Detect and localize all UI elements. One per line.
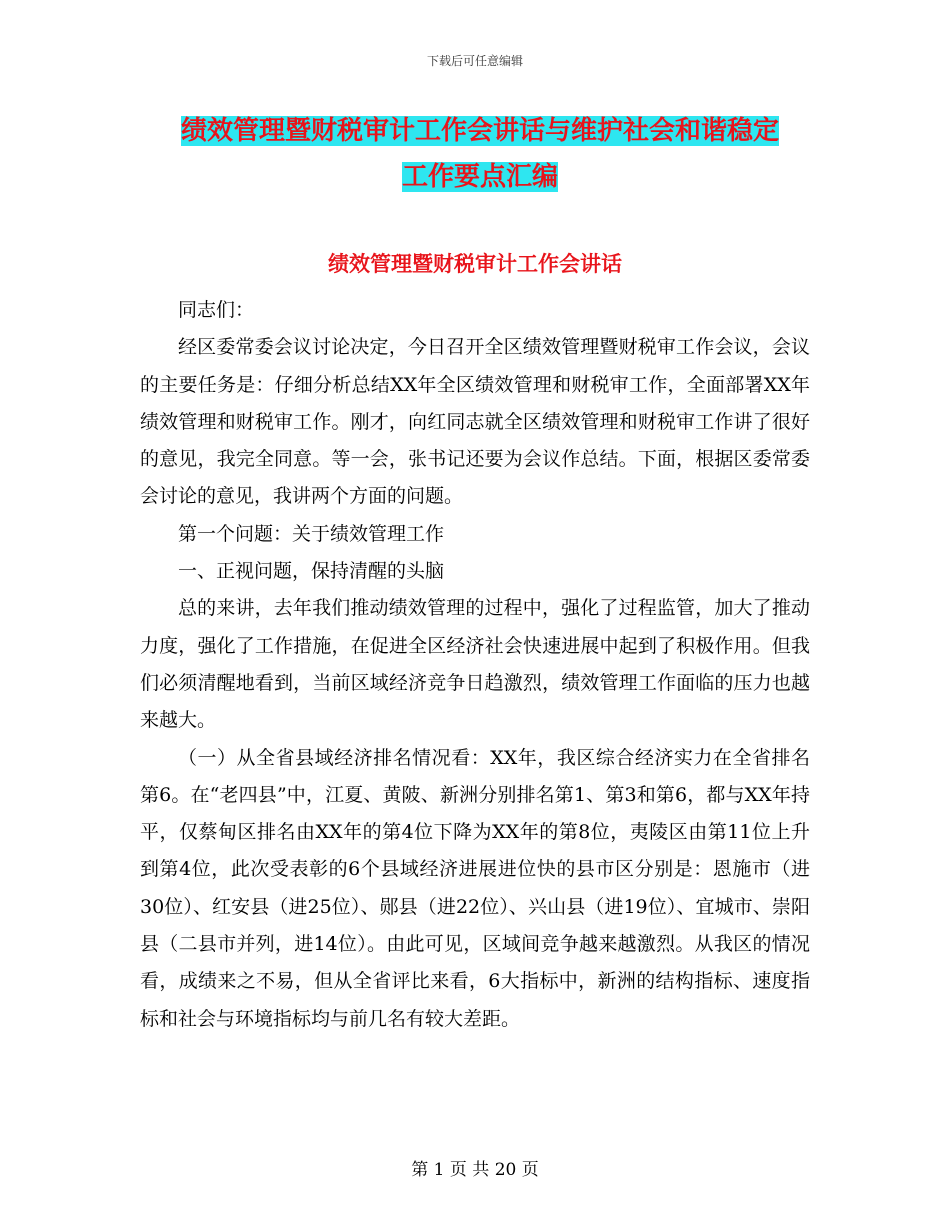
- paragraph-overview: 总的来讲，去年我们推动绩效管理的过程中，强化了过程监管，加大了推动力度，强化了工作措施，在促进全区经济社会快速进展中起到了积极作用。但我们必须清醒地看到，当前区域经济竞争日趋激烈，绩效管理工作面临的压力也越来越大。: [140, 597, 810, 732]
- document-title-line-2: 工作要点汇编: [401, 162, 558, 192]
- document-title: [150, 108, 810, 200]
- paragraph-intro: 经区委常委会议讨论决定，今日召开全区绩效管理暨财税审工作会议，会议的主要任务是：仔细分析总结XX年全区绩效管理和财税审工作，全面部署XX年绩效管理和财税审工作。刚才，向红同志就全区绩效管理和财税审工作讲了很好的意见，我完全同意。等一会，张书记还要为会议作总结。下面，根据区委常委会讨论的意见，我讲两个方面的问题。: [140, 336, 810, 508]
- document-title-line-1: 绩效管理暨财税审计工作会讲话与维护社会和谐稳定: [180, 116, 779, 146]
- section-title: 绩效管理暨财税审计工作会讲话: [328, 251, 622, 276]
- document-body: [140, 292, 810, 1038]
- paragraph-heading-first-issue: 第一个问题：关于绩效管理工作: [178, 522, 445, 545]
- page-footer-number: 第 1 页 共 20 页: [411, 1160, 539, 1180]
- page-header-note: 下载后可任意编辑: [426, 54, 523, 68]
- paragraph-heading-section-1: 一、正视问题，保持清醒的头脑: [178, 560, 445, 583]
- paragraph-salutation: 同志们：: [178, 299, 255, 321]
- paragraph-ranking: （一）从全省县域经济排名情况看：XX年，我区综合经济实力在全省排名第6。在“老四县”中，江夏、黄陂、新洲分别排名第1、第3和第6，都与XX年持平，仅蔡甸区排名由XX年的第4位下降为XX年的第8位，夷陵区由第11位上升到第4位，此次受表彰的6个县域经济进展进位快的县市区分别是：恩施市（进30位）、红安县（进25位）、郧县（进22位）、兴山县（进19位）、宜城市、崇阳县（二县市并列，进14位）。由此可见，区域间竞争越来越激烈。从我区的情况看，成绩来之不易，但从全省评比来看，6大指标中，新洲的结构指标、速度指标和社会与环境指标均与前几名有较大差距。: [140, 746, 810, 1030]
